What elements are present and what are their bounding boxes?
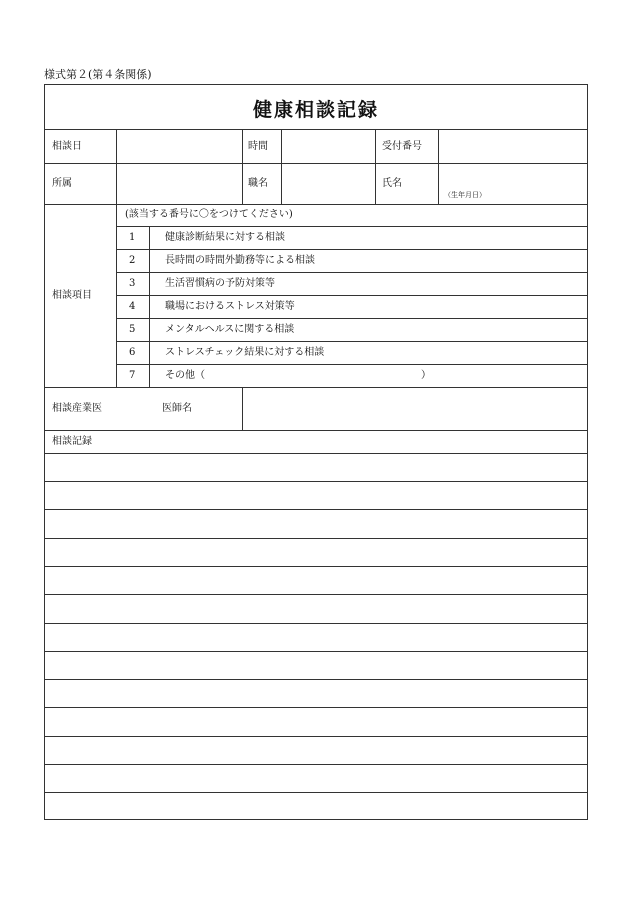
divider bbox=[45, 387, 587, 388]
ruled-line bbox=[45, 481, 587, 482]
item-number: 6 bbox=[129, 347, 136, 358]
ruled-line bbox=[45, 566, 587, 567]
divider bbox=[242, 129, 243, 204]
time-label: 時間 bbox=[248, 141, 268, 152]
ruled-line bbox=[45, 538, 587, 539]
divider bbox=[117, 295, 587, 296]
consultation-record-form bbox=[44, 84, 588, 820]
item-number: 2 bbox=[129, 255, 136, 266]
industrial-doctor-label: 相談産業医 bbox=[52, 403, 102, 414]
divider bbox=[45, 163, 587, 164]
divider bbox=[117, 226, 587, 227]
divider bbox=[281, 129, 282, 204]
item-text[interactable]: メンタルヘルスに関する相談 bbox=[165, 324, 295, 335]
divider bbox=[438, 129, 439, 204]
divider bbox=[116, 129, 117, 204]
consultation-record-label: 相談記録 bbox=[52, 436, 92, 447]
item-number: 5 bbox=[129, 324, 136, 335]
item-text[interactable]: 生活習慣病の予防対策等 bbox=[165, 278, 275, 289]
item-text[interactable]: その他（ bbox=[165, 370, 205, 381]
item-number: 1 bbox=[129, 232, 136, 243]
ruled-line bbox=[45, 736, 587, 737]
name-label: 氏名 bbox=[382, 178, 402, 189]
job-title-label: 職名 bbox=[248, 178, 268, 189]
date-label: 相談日 bbox=[52, 141, 82, 152]
ruled-line bbox=[45, 453, 587, 454]
item-text[interactable]: 職場におけるストレス対策等 bbox=[165, 301, 295, 312]
birthdate-label: （生年月日） bbox=[444, 191, 486, 199]
divider bbox=[242, 387, 243, 430]
form-title: 健康相談記録 bbox=[252, 99, 379, 121]
item-number: 4 bbox=[129, 301, 136, 312]
divider bbox=[45, 129, 587, 130]
other-close-paren: ） bbox=[421, 370, 431, 381]
divider bbox=[117, 249, 587, 250]
divider bbox=[45, 430, 587, 431]
ruled-line bbox=[45, 792, 587, 793]
ruled-line bbox=[45, 679, 587, 680]
divider bbox=[116, 204, 117, 387]
divider bbox=[117, 341, 587, 342]
item-number: 7 bbox=[129, 370, 136, 381]
divider bbox=[117, 364, 587, 365]
instruction-text: (該当する番号に〇をつけてください) bbox=[125, 209, 293, 220]
ruled-line bbox=[45, 707, 587, 708]
ruled-line bbox=[45, 764, 587, 765]
ruled-line bbox=[45, 509, 587, 510]
divider bbox=[117, 272, 587, 273]
department-label: 所属 bbox=[52, 178, 72, 189]
doctor-name-label: 医師名 bbox=[162, 403, 192, 414]
ruled-line bbox=[45, 651, 587, 652]
item-text[interactable]: ストレスチェック結果に対する相談 bbox=[165, 347, 325, 358]
receipt-number-label: 受付番号 bbox=[382, 141, 422, 152]
item-number: 3 bbox=[129, 278, 136, 289]
consultation-items-label: 相談項目 bbox=[52, 290, 92, 301]
ruled-line bbox=[45, 594, 587, 595]
item-text[interactable]: 健康診断結果に対する相談 bbox=[165, 232, 285, 243]
divider bbox=[149, 226, 150, 387]
form-number: 様式第２(第４条関係) bbox=[44, 68, 152, 81]
ruled-line bbox=[45, 623, 587, 624]
divider bbox=[117, 318, 587, 319]
divider bbox=[375, 129, 376, 204]
divider bbox=[45, 204, 587, 205]
item-text[interactable]: 長時間の時間外勤務等による相談 bbox=[165, 255, 315, 266]
